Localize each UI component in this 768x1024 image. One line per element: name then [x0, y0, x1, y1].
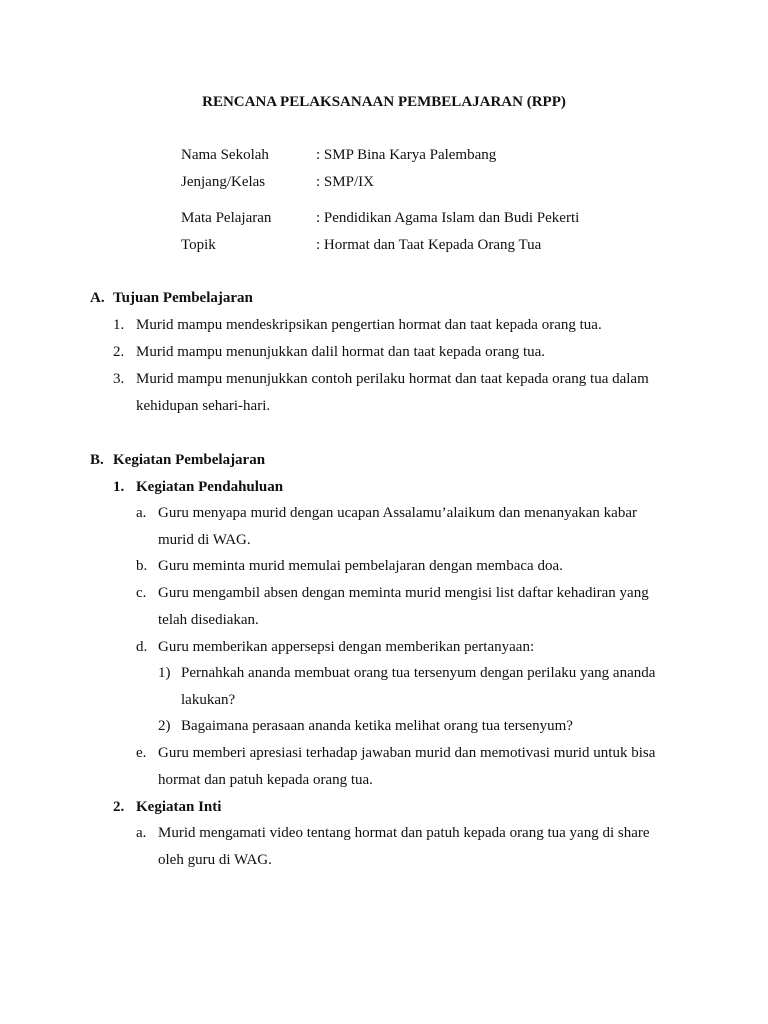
- subsection-number: 2.: [113, 799, 125, 815]
- list-letter: b.: [136, 558, 148, 574]
- list-letter: e.: [136, 745, 147, 761]
- list-item-text: telah disediakan.: [158, 612, 259, 628]
- section-b-heading: Kegiatan Pembelajaran: [113, 452, 266, 468]
- list-item-text: Guru mengambil absen dengan meminta murid mengisi list daftar kehadiran yang: [158, 585, 649, 601]
- list-item-text: Murid mengamati video tentang hormat dan patuh kepada orang tua yang di share: [158, 825, 650, 841]
- level-value: : SMP/IX: [316, 174, 374, 190]
- level-label: Jenjang/Kelas: [181, 174, 266, 190]
- list-item-text: Murid mampu menunjukkan dalil hormat dan taat kepada orang tua.: [136, 344, 546, 360]
- list-number: 1.: [113, 317, 125, 333]
- list-item-text: Guru memberi apresiasi terhadap jawaban murid dan memotivasi murid untuk bisa: [158, 745, 656, 761]
- list-item-text: Guru meminta murid memulai pembelajaran dengan membaca doa.: [158, 558, 563, 574]
- list-number: 2.: [113, 344, 125, 360]
- list-item-text: Guru memberikan appersepsi dengan memberikan pertanyaan:: [158, 639, 535, 655]
- topic-value: : Hormat dan Taat Kepada Orang Tua: [316, 237, 542, 253]
- section-b-marker: B.: [90, 452, 104, 468]
- list-number: 3.: [113, 371, 125, 387]
- list-letter: a.: [136, 505, 147, 521]
- subject-label: Mata Pelajaran: [181, 210, 272, 226]
- subsection-heading: Kegiatan Inti: [136, 799, 222, 815]
- question-text: lakukan?: [181, 692, 236, 708]
- list-item-text: murid di WAG.: [158, 532, 251, 548]
- question-text: Pernahkah ananda membuat orang tua tersenyum dengan perilaku yang ananda: [181, 665, 656, 681]
- subsection-heading: Kegiatan Pendahuluan: [136, 479, 284, 495]
- question-number: 2): [158, 718, 171, 734]
- question-text: Bagaimana perasaan ananda ketika melihat orang tua tersenyum?: [181, 718, 573, 734]
- list-item-text: oleh guru di WAG.: [158, 852, 272, 868]
- list-letter: d.: [136, 639, 148, 655]
- subsection-number: 1.: [113, 479, 125, 495]
- list-item-text: Guru menyapa murid dengan ucapan Assalamu’alaikum dan menanyakan kabar: [158, 505, 637, 521]
- list-item-text: Murid mampu menunjukkan contoh perilaku hormat dan taat kepada orang tua dalam: [136, 371, 649, 387]
- subject-value: : Pendidikan Agama Islam dan Budi Pekerti: [316, 210, 580, 226]
- topic-label: Topik: [181, 237, 216, 253]
- question-number: 1): [158, 665, 171, 681]
- list-letter: a.: [136, 825, 147, 841]
- school-label: Nama Sekolah: [181, 147, 269, 163]
- section-a-heading: Tujuan Pembelajaran: [113, 290, 253, 306]
- school-value: : SMP Bina Karya Palembang: [316, 147, 497, 163]
- list-letter: c.: [136, 585, 147, 601]
- document-title: RENCANA PELAKSANAAN PEMBELAJARAN (RPP): [202, 94, 566, 110]
- list-item-text: Murid mampu mendeskripsikan pengertian hormat dan taat kepada orang tua.: [136, 317, 602, 333]
- list-item-text: hormat dan patuh kepada orang tua.: [158, 772, 373, 788]
- section-a-marker: A.: [90, 290, 105, 306]
- list-item-text: kehidupan sehari-hari.: [136, 398, 271, 414]
